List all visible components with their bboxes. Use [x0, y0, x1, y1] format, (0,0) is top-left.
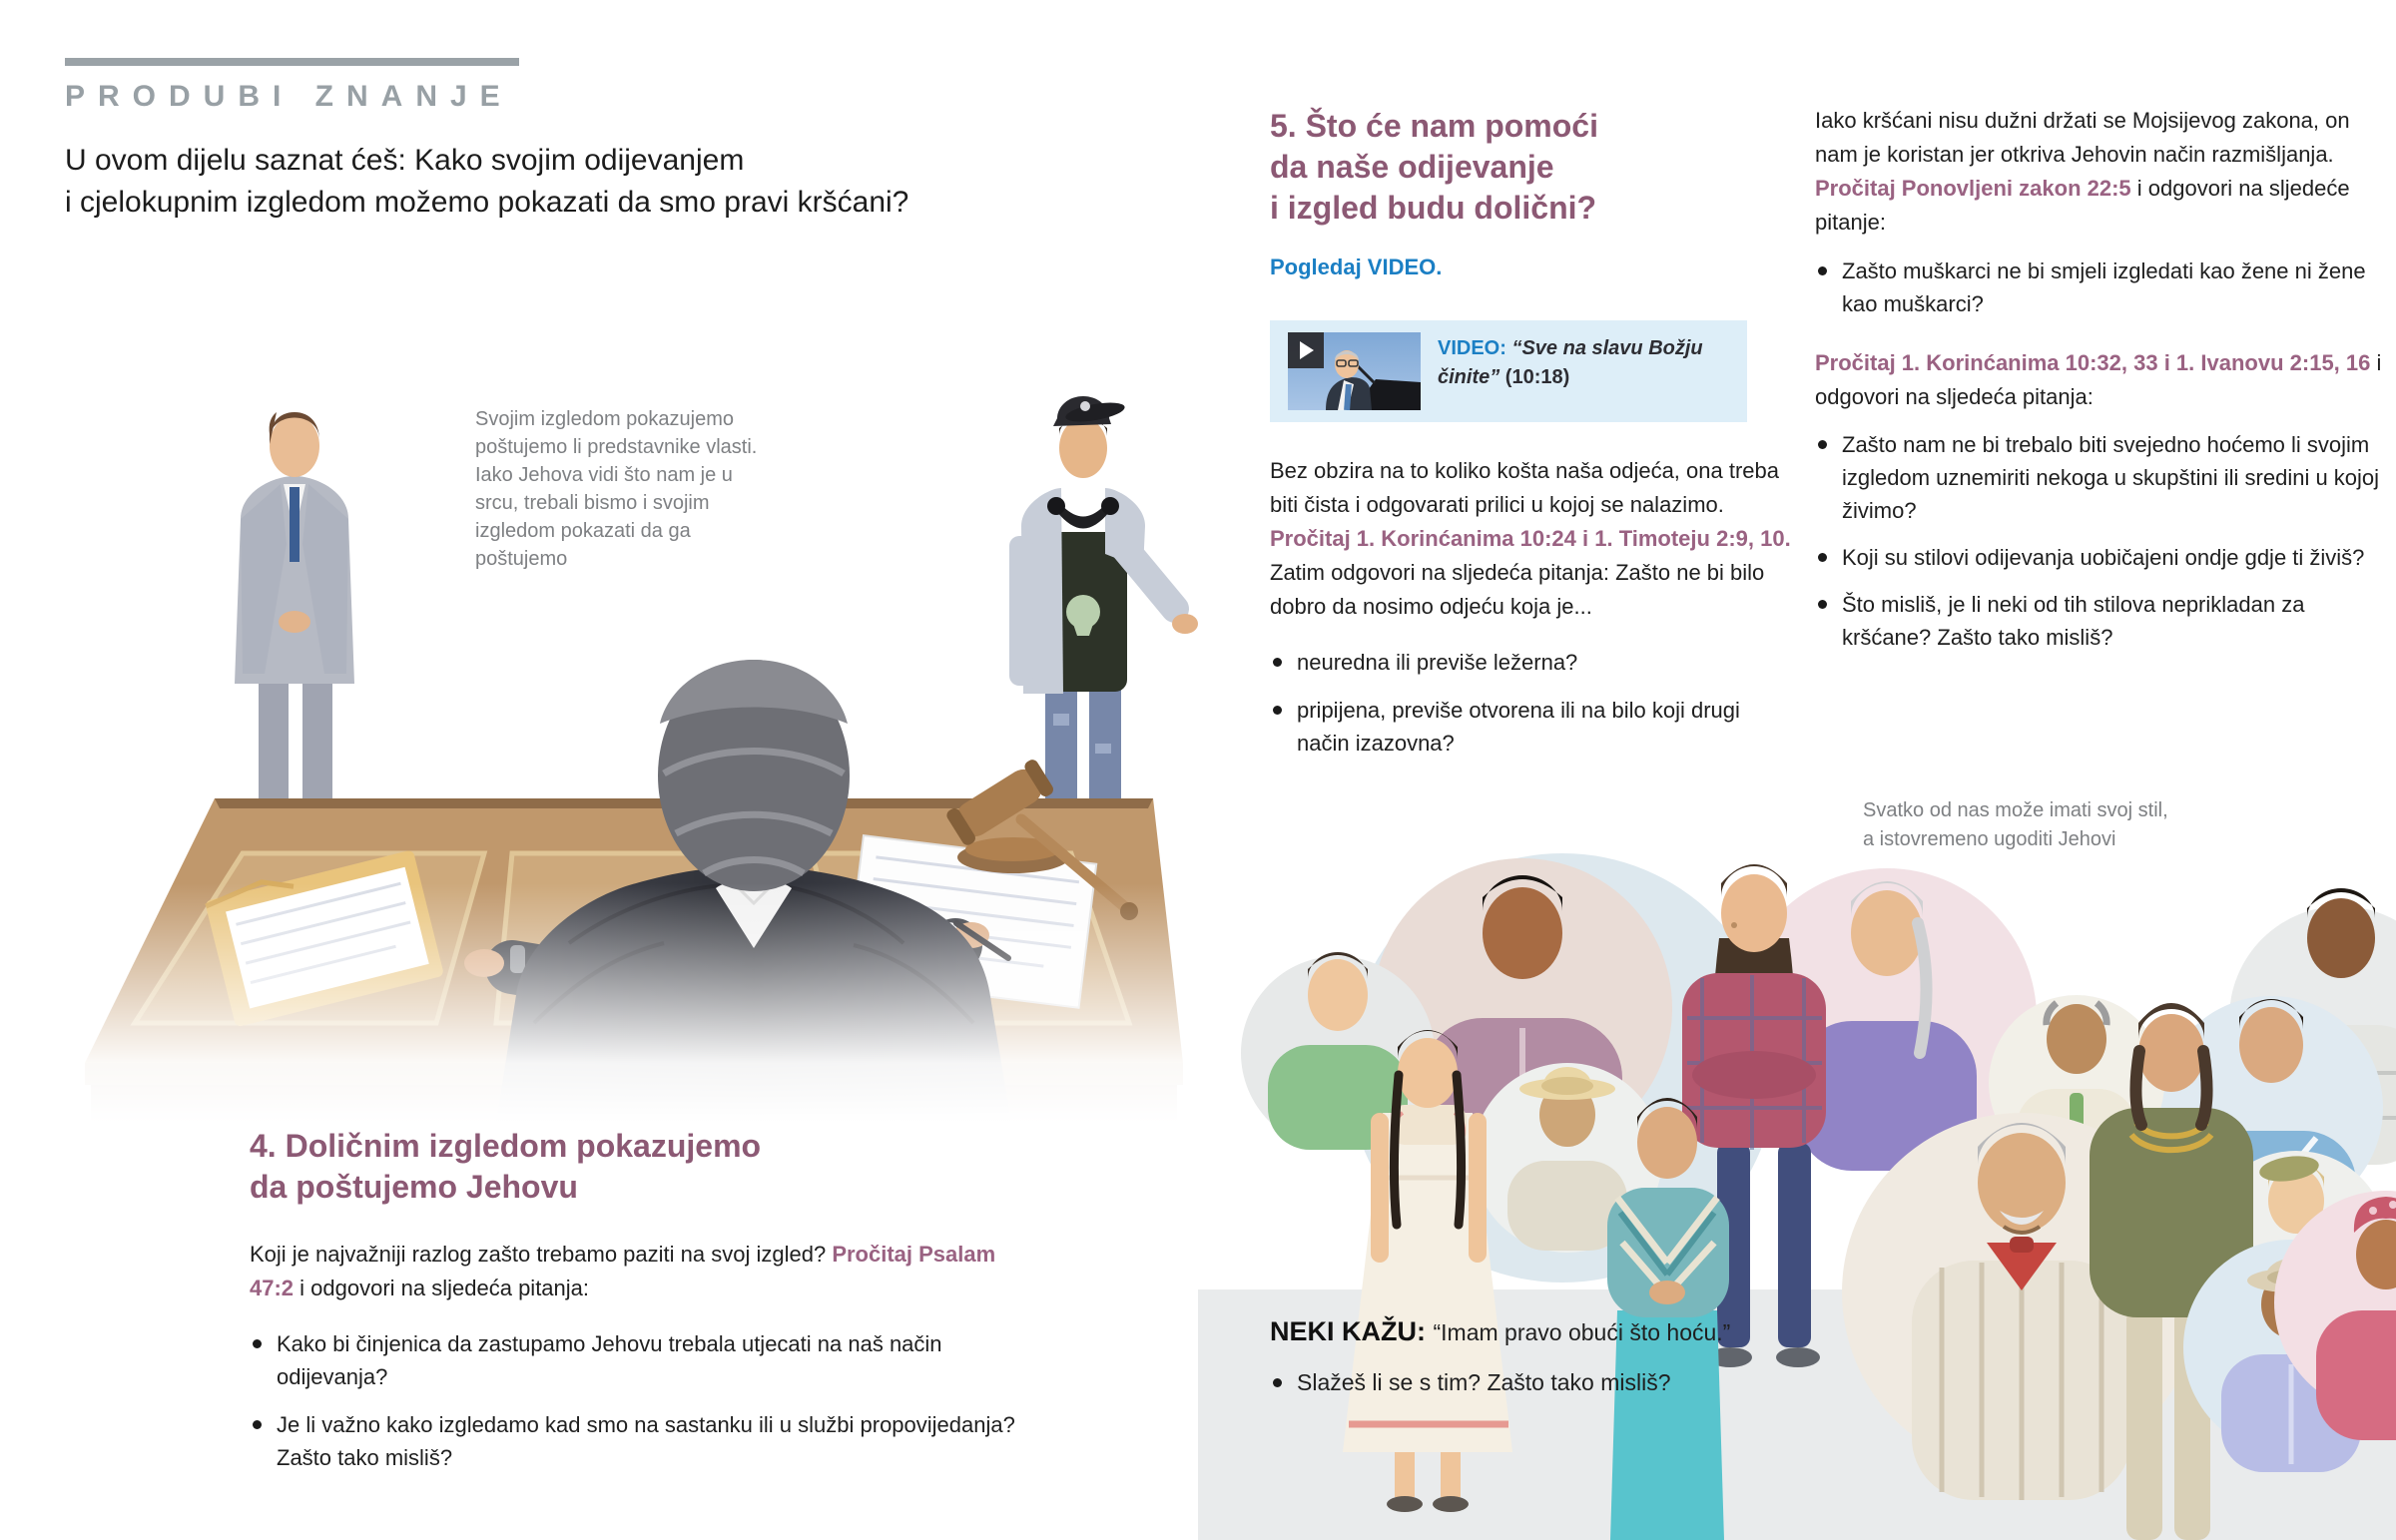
intro-line-1: U ovom dijelu saznat ćeš: Kako svojim odijevanjem: [65, 144, 745, 177]
video-caption: [1438, 334, 1732, 392]
list-item: pripijena, previše otvorena ili na bilo koji drugi način izazovna?: [1270, 694, 1795, 760]
scripture-link-psalam-47-2[interactable]: Pročitaj Psalam 47:2: [250, 1242, 996, 1300]
list-item: Slažeš li se s tim? Zašto tako misliš?: [1270, 1366, 2168, 1399]
video-label: VIDEO:: [1438, 337, 1512, 359]
list-item: Kako bi činjenica da zastupamo Jehovu trebala utjecati na naš način odijevanja?: [250, 1327, 1016, 1393]
scripture-link-ponovljeni-22-5[interactable]: Pročitaj Ponovljeni zakon 22:5: [1815, 176, 2131, 201]
list-item: Koji su stilovi odijevanja uobičajeni ondje gdje ti živiš?: [1815, 541, 2392, 574]
scripture-link-1kor-10-32[interactable]: Pročitaj 1. Korinćanima 10:32, 33 i 1. Ivanovu 2:15, 16: [1815, 350, 2371, 375]
column-b-paragraph-1: Iako kršćani nisu dužni držati se Mojsijevog zakona, on nam je koristan jer otkriva Jehovin način razmišljanja. Pročitaj Ponovljeni zakon 22:5 i odgovori na sljedeće pitanje:: [1815, 108, 2350, 235]
video-callout[interactable]: [1270, 320, 1747, 422]
column-b: [1815, 104, 2392, 654]
suit-man-figure: [235, 412, 354, 803]
list-item: Zašto muškarci ne bi smjeli izgledati kao žene ni žene kao muškarci?: [1815, 255, 2392, 320]
section-5: [1270, 106, 1795, 760]
section-4-questions: [250, 1327, 1016, 1474]
section-4: [250, 1126, 1016, 1474]
section-5-paragraph: Bez obzira na to koliko košta naša odjeća, ona treba biti čista i odgovarati prilici u kojoj se nalazimo. Pročitaj 1. Korinćanima 10:24 i 1. Timoteju 2:9, 10. Zatim odgovori na sljedeća pitanja: Zašto ne bi bilo dobro da nosimo odjeću koja je...: [1270, 458, 1791, 619]
video-duration: (10:18): [1499, 366, 1570, 388]
play-icon[interactable]: [1288, 332, 1324, 368]
kicker-rule: [65, 58, 519, 66]
section-4-heading: 4. Doličnim izgledom pokazujemo da poštujemo Jehovu: [250, 1128, 762, 1205]
people-caption: Svatko od nas može imati svoj stil, a istovremeno ugoditi Jehovi: [1863, 799, 2168, 850]
column-b-question-1: [1815, 255, 2392, 320]
list-item: Je li važno kako izgledamo kad smo na sastanku ili u službi propovijedanja? Zašto tako misliš?: [250, 1408, 1016, 1474]
courtroom-caption: Svojim izgledom pokazujemo poštujemo li predstavnike vlasti. Iako Jehova vidi što nam je u srcu, trebali bismo i svojim izgledom pokazati da ga poštujemo: [475, 408, 758, 570]
intro-text: [65, 140, 908, 224]
section-kicker: PRODUBI ZNANJE: [65, 80, 513, 113]
some-say-label: NEKI KAŽU:: [1270, 1316, 1434, 1346]
scripture-link-1kor-10-24[interactable]: Pročitaj 1. Korinćanima 10:24 i 1. Timoteju 2:9, 10.: [1270, 526, 1791, 551]
intro-line-2: i cjelokupnim izgledom možemo pokazati da smo pravi kršćani?: [65, 186, 909, 219]
some-say-questions: [1270, 1366, 2168, 1399]
casual-youth-figure: [1009, 396, 1198, 803]
some-say-line: [1270, 1315, 2168, 1348]
list-item: Zašto nam ne bi trebalo biti svejedno hoćemo li svojim izgledom uznemiriti nekoga u skupštini ili sredini u kojoj živimo?: [1815, 428, 2392, 527]
section-4-paragraph: Koji je najvažniji razlog zašto trebamo paziti na svoj izgled? Pročitaj Psalam 47:2 i odgovori na sljedeća pitanja:: [250, 1242, 996, 1300]
people-illustration: [1223, 813, 2396, 1540]
section-5-questions: [1270, 646, 1795, 760]
list-item: neuredna ili previše ležerna?: [1270, 646, 1795, 679]
column-b-paragraph-2: Pročitaj 1. Korinćanima 10:32, 33 i 1. Ivanovu 2:15, 16 i odgovori na sljedeća pitanja:: [1815, 350, 2382, 409]
video-title: “Sve na slavu Božju činite”: [1438, 337, 1703, 388]
some-say-quote: “Imam pravo obući što hoću.”: [1433, 1319, 1731, 1345]
some-say-block: [1270, 1315, 2168, 1399]
watch-video-link[interactable]: Pogledaj VIDEO.: [1270, 255, 1443, 279]
list-item: Što misliš, je li neki od tih stilova neprikladan za kršćane? Zašto tako misliš?: [1815, 588, 2392, 654]
section-5-heading: 5. Što će nam pomoći da naše odijevanje i izgled budu dolični?: [1270, 108, 1598, 226]
column-b-questions-2: [1815, 428, 2392, 654]
